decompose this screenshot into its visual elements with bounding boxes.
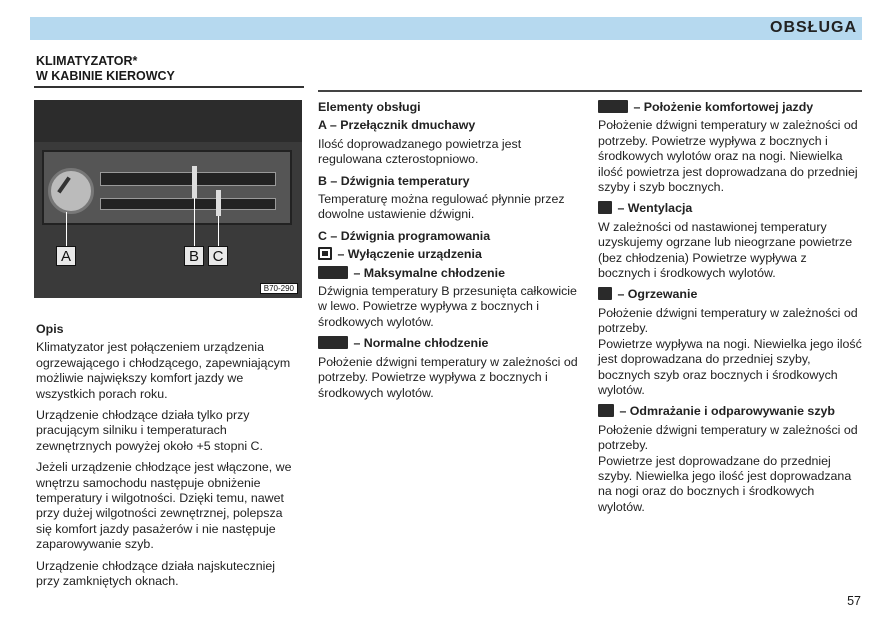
defrost-icon [598, 404, 614, 417]
comfort-mode-title: – Położenie komfortowej jazdy [633, 100, 814, 114]
control-panel-figure [34, 100, 302, 298]
temperature-lever [192, 166, 197, 198]
defrost-row [598, 404, 862, 419]
normal-cooling-text: Położenie dźwigni temperatury w zależności od potrzeby. Powietrze wypływa z bocznych i środkowych wylotów. [318, 354, 578, 400]
page-header-title: OBSŁUGA [770, 19, 857, 36]
callout-line-c [218, 216, 219, 246]
ventilation-row [598, 201, 862, 216]
title-rule [34, 86, 304, 88]
blower-knob-icon [48, 168, 94, 214]
heating-text-2: Powietrze wypływa na nogi. Niewielka jego ilość jest doprowadzana do przedniej szyby, bocznych szyb oraz bocznych i środkowych wylotów. [598, 336, 862, 397]
normal-cooling-row [318, 336, 580, 351]
max-cooling-text: Dźwignia temperatury B przesunięta całkowicie w lewo. Powietrze wypływa z bocznych i środkowych wylotów. [318, 284, 577, 329]
normal-cooling-title: – Normalne chłodzenie [353, 336, 489, 351]
off-square-icon [318, 247, 332, 260]
max-cooling-title: – Maksymalne chłodzenie [353, 265, 505, 280]
description-paragraph-1: Klimatyzator jest połączeniem urządzenia ogrzewającego i chłodzącego, zapewniającym możliwie największy komfort jazdy we wszystkich porach roku. [36, 340, 291, 401]
description-paragraph-4: Urządzenie chłodzące działa najskuteczniej przy zamkniętych oknach. [36, 558, 275, 589]
heating-row [598, 287, 862, 302]
page-number: 57 [847, 594, 861, 608]
comfort-mode-text: Położenie dźwigni temperatury w zależności od potrzeby. Powietrze wypływa z bocznych i środkowych wylotów oraz na nogi. Niewielka ilość powietrza jest doprowadzana do przedniej szyby i szyb bocznych. [598, 118, 858, 195]
comfort-mode-row [598, 100, 862, 115]
section-title-line1: KLIMATYZATOR* [36, 54, 138, 68]
callout-line-b [194, 198, 195, 246]
callout-label-a: A [56, 246, 76, 266]
heating-title: – Ogrzewanie [617, 287, 698, 302]
section-title-line2: W KABINIE KIEROWCY [36, 69, 175, 83]
defrost-title: – Odmrażanie i odparowywanie szyb [619, 404, 835, 419]
description-paragraph-2: Urządzenie chłodzące działa tylko przy pracującym silniku i temperaturach zewnętrznych powyżej około +5 stopni C. [36, 408, 263, 453]
temperature-slot-strip [100, 198, 276, 210]
header-band [30, 17, 862, 40]
control-c-title: C – Dźwignia programowania [318, 228, 491, 243]
callout-label-c: C [208, 246, 228, 266]
figure-code: B70-290 [260, 283, 298, 294]
figure-dashboard-top [34, 100, 302, 142]
defrost-text-2: Powietrze jest doprowadzane do przedniej szyby. Niewielka jego ilość jest doprowadzana na nogi oraz do bocznych i środkowych wylotów. [598, 453, 852, 514]
heating-icon [598, 287, 612, 300]
normal-cooling-icon [318, 336, 348, 349]
right-columns-rule [318, 90, 862, 92]
control-a-title: A – Przełącznik dmuchawy [318, 118, 476, 133]
ventilation-title: – Wentylacja [617, 201, 693, 216]
program-symbol-strip [100, 172, 276, 186]
controls-heading: Elementy obsługi [318, 100, 421, 114]
off-mode-row [318, 247, 580, 262]
control-b-title: B – Dźwignia temperatury [318, 173, 470, 188]
middle-column [318, 100, 580, 407]
section-title [36, 54, 296, 84]
left-column [36, 322, 300, 596]
defrost-text-1: Położenie dźwigni temperatury w zależności od potrzeby. [598, 422, 858, 453]
description-paragraph-3: Jeżeli urządzenie chłodzące jest włączone, we wnętrzu samochodu następuje obniżenie temperatury i wilgotności. Dzięki temu, nawet przy dużej wilgotności zewnętrznej, polepsza się komfort jazdy pasażerów i nie następuje zaparowywanie szyb. [36, 460, 292, 552]
max-cooling-row [318, 266, 580, 281]
control-b-text: Temperaturę można regulować płynnie przez dowolne ustawienie dźwigni. [318, 192, 565, 222]
heating-text-1: Położenie dźwigni temperatury w zależności od potrzeby. [598, 305, 858, 336]
ventilation-icon [598, 201, 612, 214]
max-cooling-icon [318, 266, 348, 279]
description-heading: Opis [36, 322, 64, 336]
program-lever [216, 190, 221, 216]
callout-line-a [66, 212, 67, 246]
control-a-text: Ilość doprowadzanego powietrza jest regulowana czterostopniowo. [318, 136, 522, 167]
callout-label-b: B [184, 246, 204, 266]
right-column [598, 100, 862, 521]
off-mode-title: – Wyłączenie urządzenia [337, 247, 482, 262]
ventilation-text: W zależności od nastawionej temperatury uzyskujemy ogrzane lub nieogrzane powietrze (bez chłodzenia) Powietrze wypływa z bocznych i środkowych wylotów. [598, 219, 853, 281]
comfort-mode-icon [598, 100, 628, 113]
